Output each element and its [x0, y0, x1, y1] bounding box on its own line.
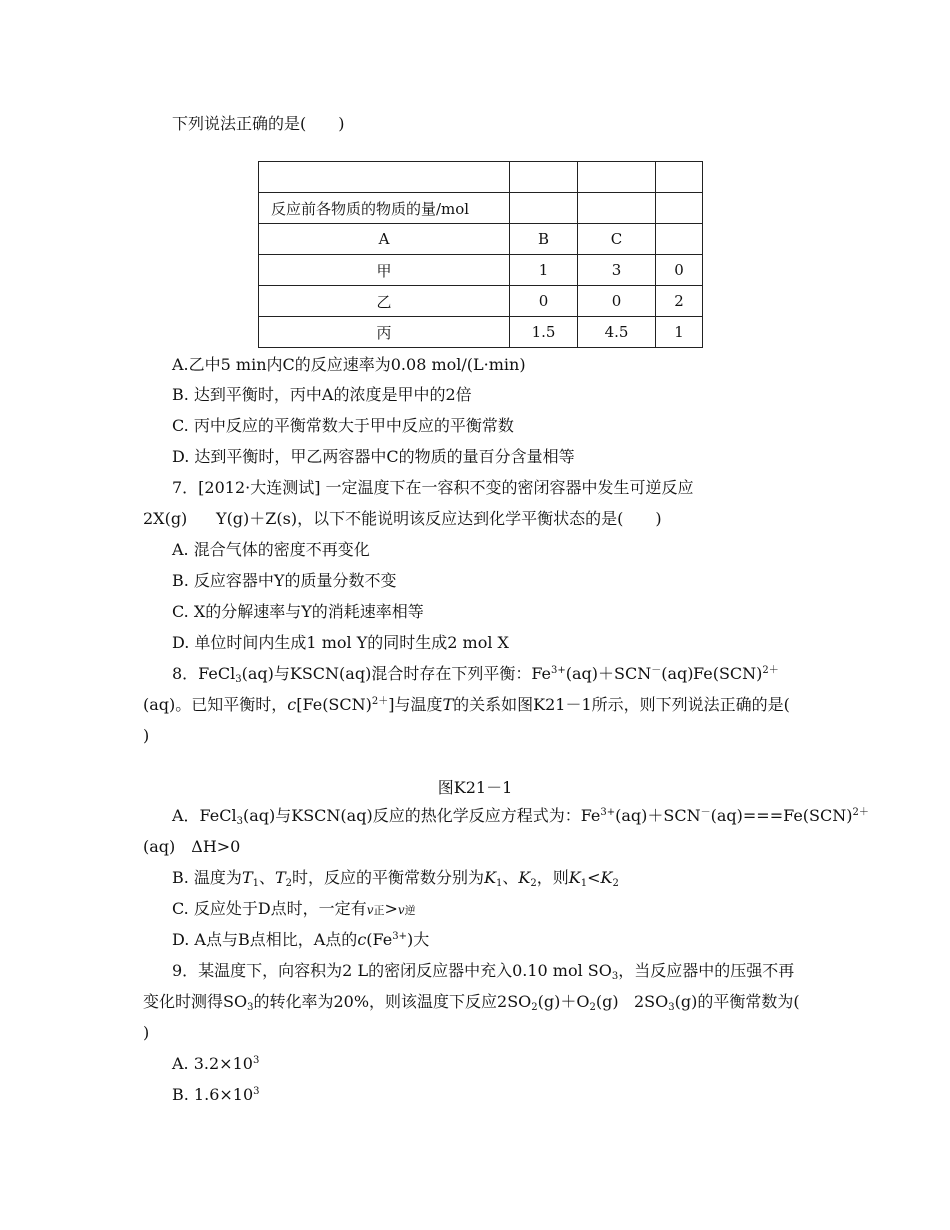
reactant-amount-table: [258, 161, 703, 348]
figure-caption: 图K21－1: [437, 778, 513, 797]
text: 8．FeCl: [172, 664, 236, 683]
row-name: 丙: [259, 317, 510, 348]
text: ，当反应器中的压强不再: [618, 961, 795, 980]
q6-option-d: D. 达到平衡时，甲乙两容器中C的物质的量百分含量相等: [172, 447, 575, 466]
text: (g)的平衡常数为(: [674, 992, 800, 1011]
text: 时，反应的平衡常数分别为: [292, 868, 485, 887]
question-intro: 下列说法正确的是( ): [172, 114, 345, 133]
text: B. 温度为: [172, 868, 242, 887]
text: A．FeCl: [172, 806, 237, 825]
q8-option-d: D. A点与B点相比，A点的$c(Fe^{3+})$大: [172, 930, 430, 949]
row-value: 4.5: [578, 317, 656, 348]
text: A. 3.2×10: [172, 1054, 253, 1073]
row-value: 2: [656, 286, 703, 317]
table-cell: [656, 224, 703, 255]
text: Fe(SCN): [693, 664, 763, 683]
table-cell: [510, 193, 578, 224]
table-cell: [578, 193, 656, 224]
row-value: 1: [510, 255, 578, 286]
text: C. 反应处于D点时，一定有: [172, 899, 367, 918]
text: (aq)。已知平衡时，: [143, 695, 288, 714]
text: B. 1.6×10: [172, 1085, 254, 1104]
q7-option-a: A. 混合气体的密度不再变化: [172, 540, 370, 559]
table-cell: [656, 162, 703, 193]
exponent: 3: [252, 1055, 260, 1066]
text: ，则: [536, 868, 569, 887]
q8-option-a: A．FeCl$_3$(aq)与KSCN(aq)反应的热化学反应方程式为：$Fe^{3+}(aq)+SCN^-(aq)===Fe(SCN)^{2+}$: [172, 806, 869, 827]
text: ]与温度: [388, 695, 443, 714]
q7-option-d: D. 单位时间内生成1 mol Y的同时生成2 mol X: [172, 633, 509, 652]
q9-option-b: [172, 1085, 260, 1105]
table-cell: [510, 162, 578, 193]
text: D. A点与B点相比，A点的: [172, 930, 358, 949]
table-cell: [578, 162, 656, 193]
table-row: [259, 224, 703, 255]
text: 9．某温度下，向容积为2 L的密闭反应器中充入0.10 mol SO: [172, 961, 612, 980]
table-cell: [259, 162, 510, 193]
text: 2SO: [634, 992, 669, 1011]
text: [Fe(SCN): [296, 695, 372, 714]
exponent: 3: [253, 1086, 260, 1097]
q9-stem-line3: ): [143, 1023, 150, 1042]
row-name: 乙: [259, 286, 510, 317]
text: 的关系如图K21－1所示，则下列说法正确的是(: [453, 695, 790, 714]
text: 的转化率为20%，则该温度下反应2SO: [253, 992, 532, 1011]
row-value: 3: [578, 255, 656, 286]
text: (aq)＋SCN: [565, 664, 652, 683]
text: (aq)===Fe(SCN): [710, 806, 853, 825]
text: (g): [595, 992, 619, 1011]
table-row: [259, 193, 703, 224]
q6-option-a: A.乙中5 min内C的反应速率为0.08 mol/(L·min): [172, 355, 526, 374]
row-name: 甲: [259, 255, 510, 286]
table-cell: [656, 193, 703, 224]
row-value: 0: [578, 286, 656, 317]
text: 大: [413, 930, 430, 949]
q7-stem: 7．[2012·大连测试] 一定温度下在一容积不变的密闭容器中发生可逆反应: [172, 478, 694, 497]
table-row: [259, 162, 703, 193]
table-row: [259, 255, 703, 286]
q8-stem-line3: ): [143, 726, 150, 745]
q9-option-a: [172, 1054, 259, 1074]
q8-stem-product: Fe(SCN)$^{2+}$: [693, 664, 779, 683]
q8-option-a-cont: (aq) ΔH>0: [143, 837, 241, 856]
q6-option-b: B. 达到平衡时，丙中A的浓度是甲中的2倍: [172, 385, 472, 404]
q8-option-c: C. 反应处于D点时，一定有v正>v逆: [172, 899, 416, 918]
q8-stem-line1: 8．FeCl$_3$(aq)与KSCN(aq)混合时存在下列平衡：$Fe^{3+}(aq)+SCN^-(aq)$: [172, 664, 694, 685]
text: (aq)与KSCN(aq)混合时存在下列平衡：Fe: [241, 664, 552, 683]
table-row: [259, 317, 703, 348]
text: 变化时测得SO: [143, 992, 248, 1011]
table-header-label: 反应前各物质的物质的量/mol: [259, 193, 510, 224]
row-value: 1: [656, 317, 703, 348]
table-col-b: B: [510, 224, 578, 255]
q7-equation-left: 2X(g): [143, 509, 188, 528]
row-value: 1.5: [510, 317, 578, 348]
text: (aq): [661, 664, 694, 683]
text: (aq)与KSCN(aq)反应的热化学反应方程式为：Fe: [243, 806, 601, 825]
q9-stem-line1: 9．某温度下，向容积为2 L的密闭反应器中充入0.10 mol $SO_3$，当反应器中的压强不再: [172, 961, 795, 982]
table-row: [259, 286, 703, 317]
table-col-a: A: [259, 224, 510, 255]
q7-option-c: C. X的分解速率与Y的消耗速率相等: [172, 602, 424, 621]
q9-stem-line2: 变化时测得$SO_3$的转化率为20%，则该温度下反应$2SO_2(g)+O_2(g)$: [143, 992, 619, 1013]
q7-equation-right: Y(g)＋Z(s)，以下不能说明该反应达到化学平衡状态的是( ): [216, 509, 662, 528]
q9-stem-line2-right: $2SO_3(g)$的平衡常数为(: [634, 992, 800, 1013]
text: (aq)＋SCN: [615, 806, 701, 825]
row-value: 0: [656, 255, 703, 286]
row-value: 0: [510, 286, 578, 317]
q8-option-b: B. 温度为$T_1$、$T_2$时，反应的平衡常数分别为$K_1$、$K_2$，则$K_1<K_2$: [172, 868, 619, 889]
table-col-c: C: [578, 224, 656, 255]
q8-stem-line2: (aq)。已知平衡时，c[Fe(SCN)$^{2+}$]与温度T的关系如图K21－1所示，则下列说法正确的是(: [143, 695, 790, 714]
q7-option-b: B. 反应容器中Y的质量分数不变: [172, 571, 397, 590]
text: (g)＋O: [537, 992, 590, 1011]
q6-option-c: C. 丙中反应的平衡常数大于甲中反应的平衡常数: [172, 416, 514, 435]
